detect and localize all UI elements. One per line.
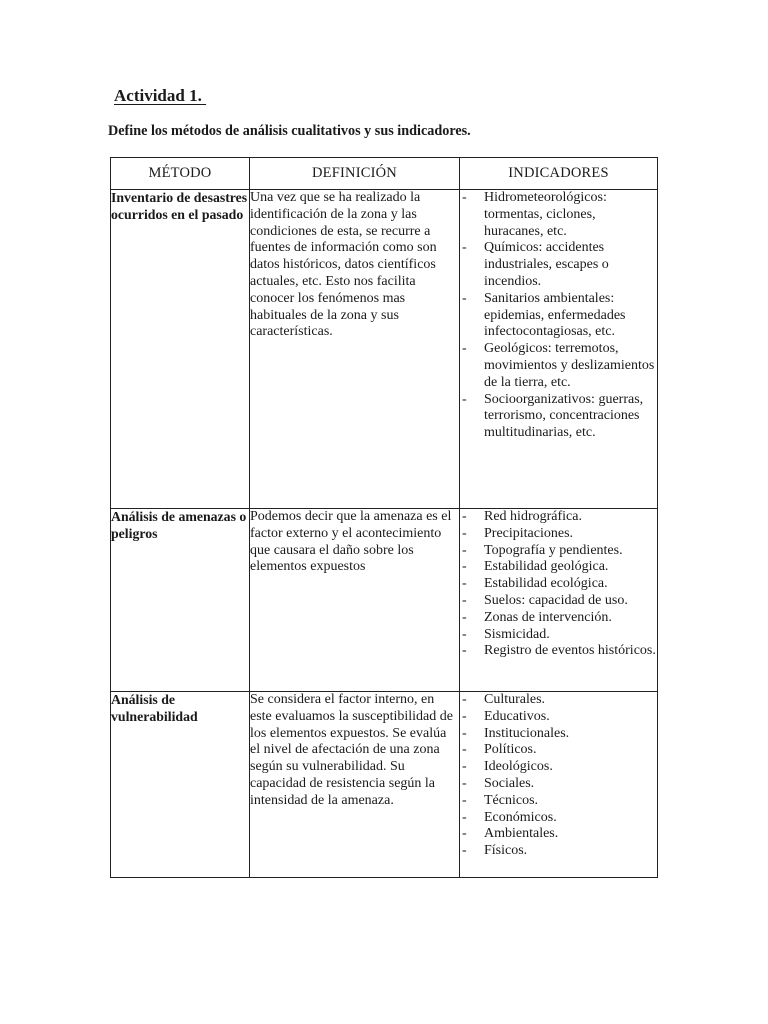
definition-cell: Podemos decir que la amenaza es el factor externo y el acontecimiento que causara el daño sobre los elementos expuestos: [250, 509, 460, 692]
activity-title: Actividad 1.: [114, 86, 207, 105]
methods-table: [110, 157, 658, 878]
indicator-item: - Red hidrográfica.: [460, 509, 657, 526]
instruction-text: Define los métodos de análisis cualitativos y sus indicadores.: [108, 123, 471, 139]
indicator-item: - Socioorganizativos: guerras, terrorismo, concentraciones multitudinarias, etc.: [460, 392, 657, 442]
indicator-item: - Culturales.: [460, 692, 657, 709]
indicator-item: - Ambientales.: [460, 826, 657, 843]
indicator-item: - Sanitarios ambientales: epidemias, enfermedades infectocontagiosas, etc.: [460, 291, 657, 341]
indicator-list: [460, 692, 657, 860]
indicator-item: - Ideológicos.: [460, 759, 657, 776]
indicators-cell: [460, 509, 658, 692]
indicator-list: [460, 190, 657, 442]
header-method: MÉTODO: [111, 158, 250, 190]
indicator-item: - Estabilidad geológica.: [460, 559, 657, 576]
method-cell: Inventario de desastres ocurridos en el pasado: [111, 190, 250, 509]
indicator-item: - Institucionales.: [460, 726, 657, 743]
table-row: [111, 190, 658, 509]
indicator-item: - Registro de eventos históricos.: [460, 643, 657, 660]
indicator-item: - Geológicos: terremotos, movimientos y deslizamientos de la tierra, etc.: [460, 341, 657, 391]
indicator-item: - Sismicidad.: [460, 627, 657, 644]
indicator-item: - Sociales.: [460, 776, 657, 793]
indicator-item: - Técnicos.: [460, 793, 657, 810]
indicator-item: - Políticos.: [460, 742, 657, 759]
indicator-item: - Educativos.: [460, 709, 657, 726]
indicators-cell: [460, 692, 658, 878]
indicator-list: [460, 509, 657, 660]
indicator-item: - Económicos.: [460, 810, 657, 827]
indicator-item: - Topografía y pendientes.: [460, 543, 657, 560]
table-row: [111, 692, 658, 878]
method-cell: Análisis de amenazas o peligros: [111, 509, 250, 692]
table-row: [111, 509, 658, 692]
definition-cell: Se considera el factor interno, en este evaluamos la susceptibilidad de los elementos expuestos. Se evalúa el nivel de afectación de una zona según su vulnerabilidad. Su capacidad de resistencia según la intensidad de la amenaza.: [250, 692, 460, 878]
header-definition: DEFINICIÓN: [250, 158, 460, 190]
indicator-item: - Estabilidad ecológica.: [460, 576, 657, 593]
indicators-cell: [460, 190, 658, 509]
header-indicators: INDICADORES: [460, 158, 658, 190]
indicator-item: - Suelos: capacidad de uso.: [460, 593, 657, 610]
indicator-item: - Químicos: accidentes industriales, escapes o incendios.: [460, 240, 657, 290]
method-cell: Análisis de vulnerabilidad: [111, 692, 250, 878]
indicator-item: - Hidrometeorológicos: tormentas, ciclones, huracanes, etc.: [460, 190, 657, 240]
table-header-row: [111, 158, 658, 190]
indicator-item: - Físicos.: [460, 843, 657, 860]
indicator-item: - Precipitaciones.: [460, 526, 657, 543]
indicator-item: - Zonas de intervención.: [460, 610, 657, 627]
definition-cell: Una vez que se ha realizado la identificación de la zona y las condiciones de esta, se recurre a fuentes de información como son datos históricos, datos científicos actuales, etc. Esto nos facilita conocer los fenómenos mas habituales de la zona y sus características.: [250, 190, 460, 509]
